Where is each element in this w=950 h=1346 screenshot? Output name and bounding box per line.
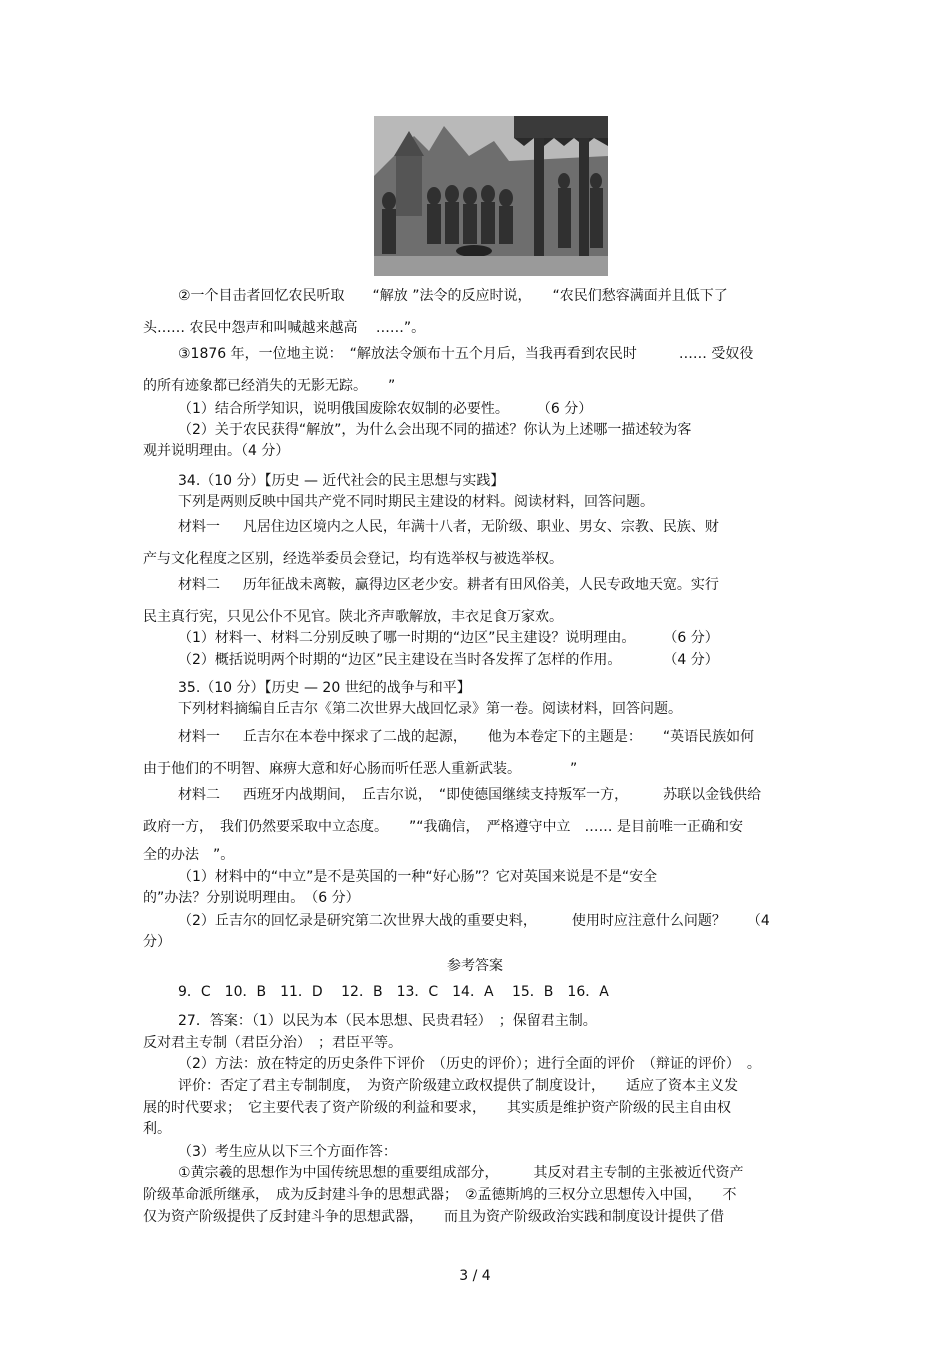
- text-line: 反对君主专制（君臣分治） ；君臣平等。: [143, 1035, 402, 1051]
- text-line: 全的办法 ”。: [143, 847, 235, 863]
- text-line: 产与文化程度之区别，经选举委员会登记，均有选举权与被选举权。: [143, 551, 563, 567]
- text-line: （2）概括说明两个时期的“边区”民主建设在当时各发挥了怎样的作用。 （4 分）: [178, 652, 719, 668]
- text-line: 评价：否定了君主专制制度， 为资产阶级建立政权提供了制度设计， 适应了资本主义发: [178, 1078, 738, 1094]
- text-line: （2）关于农民获得“解放”，为什么会出现不同的描述？你认为上述哪一描述较为客: [178, 422, 692, 438]
- text-line: 34.（10 分）【历史 — 近代社会的民主思想与实践】: [178, 473, 505, 489]
- text-line: （1）材料一、材料二分别反映了哪一时期的“边区”民主建设？说明理由。 （6 分）: [178, 630, 719, 646]
- text-line: 下列材料摘编自丘吉尔《第二次世界大战回忆录》第一卷。阅读材料，回答问题。: [178, 701, 682, 717]
- text-line: 分）: [143, 934, 171, 950]
- text-line: （3）考生应从以下三个方面作答：: [178, 1144, 397, 1160]
- text-line: 头…… 农民中怨声和叫喊越来越高 ……”。: [143, 320, 426, 336]
- answer-heading: 参考答案: [447, 958, 503, 974]
- text-line: 材料二 西班牙内战期间， 丘吉尔说， “即使德国继续支持叛军一方， 苏联以金钱供给: [178, 787, 762, 803]
- text-line: 展的时代要求； 它主要代表了资产阶级的利益和要求， 其实质是维护资产阶级的民主自由权: [143, 1100, 731, 1116]
- engraving-illustration: [374, 116, 608, 276]
- text-line: 阶级革命派所继承， 成为反封建斗争的思想武器； ②孟德斯鸠的三权分立思想传入中国， 不: [143, 1187, 737, 1203]
- text-line: 的”办法？分别说明理由。 （6 分）: [143, 890, 360, 906]
- page-number: 3 / 4: [459, 1268, 491, 1284]
- text-line: 27．答案：（1）以民为本（民本思想、民贵君轻） ；保留君主制。: [178, 1013, 597, 1029]
- text-line: （1）材料中的“中立”是不是英国的一种“好心肠”？它对英国来说是不是“安全: [178, 869, 658, 885]
- text-line: ③1876 年，一位地主说： “解放法令颁布十五个月后，当我再看到农民时 …… 受奴役: [178, 346, 754, 362]
- text-line: 材料二 历年征战未离鞍，赢得边区老少安。耕者有田风俗美，人民专政地天宽。实行: [178, 577, 719, 593]
- text-line: ①黄宗羲的思想作为中国传统思想的重要组成部分， 其反对君主专制的主张被近代资产: [178, 1165, 744, 1181]
- text-line: 政府一方， 我们仍然要采取中立态度。 ”“我确信， 严格遵守中立 …… 是目前唯一正确和安: [143, 819, 743, 835]
- text-line: （2）丘吉尔的回忆录是研究第二次世界大战的重要史料， 使用时应注意什么问题？ （4: [178, 913, 770, 929]
- text-line: 下列是两则反映中国共产党不同时期民主建设的材料。阅读材料，回答问题。: [178, 494, 654, 510]
- text-line: （2）方法：放在特定的历史条件下评价 （历史的评价）；进行全面的评价 （辩证的评价） 。: [178, 1056, 761, 1072]
- text-line: 材料一 丘吉尔在本卷中探求了二战的起源， 他为本卷定下的主题是： “英语民族如何: [178, 729, 755, 745]
- text-line: 利。: [143, 1121, 171, 1137]
- text-line: 由于他们的不明智、麻痹大意和好心肠而听任恶人重新武装。 ”: [143, 761, 578, 777]
- text-line: 35.（10 分）【历史 — 20 世纪的战争与和平】: [178, 680, 471, 696]
- text-line: ②一个目击者回忆农民听取 “解放 ”法令的反应时说， “农民们愁容满面并且低下了: [178, 288, 728, 304]
- text-line: 的所有迹象都已经消失的无影无踪。 ”: [143, 378, 396, 394]
- text-line: 观并说明理由。（4 分）: [143, 443, 290, 459]
- text-line: 民主真行宪，只见公仆不见官。陕北齐声歌解放，丰衣足食万家欢。: [143, 609, 563, 625]
- text-line: 材料一 凡居住边区境内之人民，年满十八者，无阶级、职业、男女、宗教、民族、财: [178, 519, 719, 535]
- text-line: 仅为资产阶级提供了反封建斗争的思想武器， 而且为资产阶级政治实践和制度设计提供了借: [143, 1209, 724, 1225]
- text-line: 9．C 10．B 11．D 12．B 13．C 14．A 15．B 16．A: [178, 984, 609, 1000]
- text-line: （1）结合所学知识，说明俄国废除农奴制的必要性。 （6 分）: [178, 401, 593, 417]
